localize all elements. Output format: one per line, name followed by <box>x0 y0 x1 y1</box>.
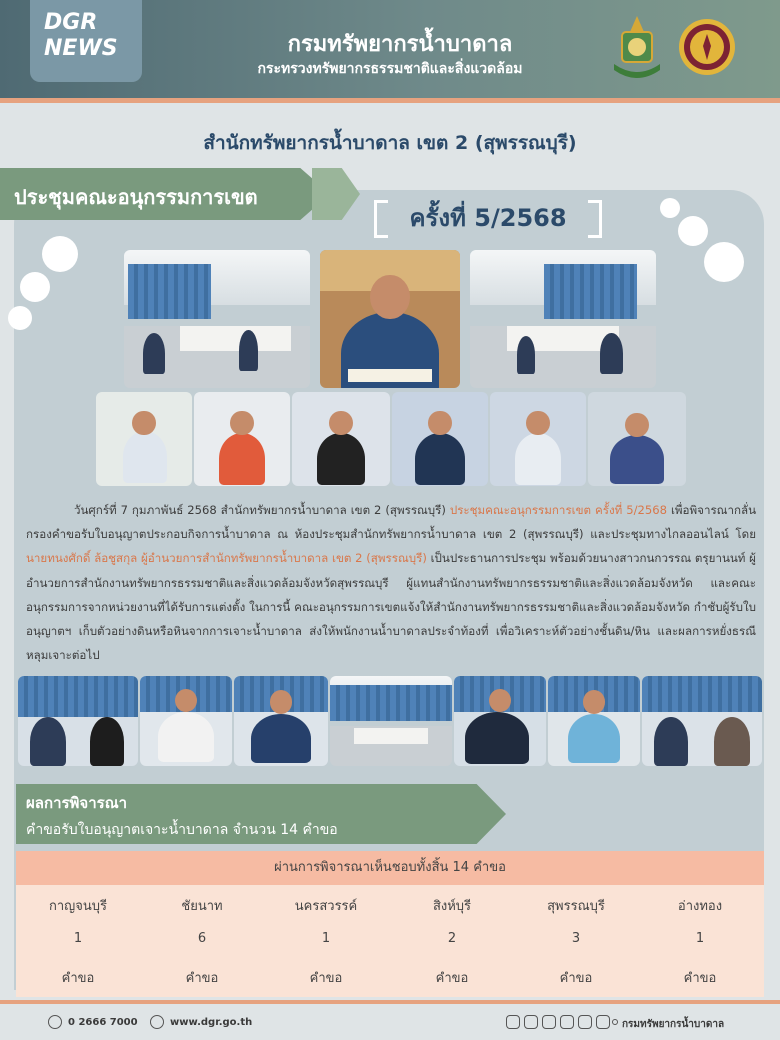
dgr-news-badge <box>30 0 142 82</box>
table-col-province: นครสวรรค์ <box>294 899 358 914</box>
article-highlight-2: นายทนงศักดิ์ ล้อชูสกุล ผู้อำนวยการสำนักทรัพยากรน้ำบาดาล เขต 2 (สุพรรณบุรี) <box>26 551 427 566</box>
meeting-photo <box>642 676 762 766</box>
online-participant-photo <box>292 392 390 486</box>
table-col-province: สุพรรณบุรี <box>547 899 605 914</box>
article-text-1: วันศุกร์ที่ 7 กุมภาพันธ์ 2568 สำนักทรัพยากรน้ำบาดาล เขต 2 (สุพรรณบุรี) <box>74 503 450 517</box>
footer-org: กรมทรัพยากรน้ำบาดาล <box>622 1019 725 1030</box>
deco-bubble <box>678 216 708 246</box>
meeting-photo <box>18 676 138 766</box>
dgr-logo-icon <box>608 14 666 84</box>
article-text-3: เป็นประธานการประชุม พร้อมด้วยนางสาวกนกวรรณ ตรุยานนท์ ผู้อำนวยการสำนักงานทรัพยากรธรรมชาติและสิ่งแวดล้อมจังหวัดสุพรรณบุรี ผู้แทนสำนักงานทรัพยากรธรรมชาติและสิ่งแวดล้อมจังหวัด และคณะอนุกรรมการจากหน่วยงานที่ได้รับการแต่งตั้ง ในการนี้ คณะอนุกรรมการเขตแจ้งให้สำนักงานทรัพยากรธรรมชาติและสิ่งแวดล้อมจังหวัด กำชับผู้รับใบอนุญาตฯ เก็บตัวอย่างดินหรือหินจากการเจาะน้ำบาดาล ส่งให้พนักงานน้ำบาดาลประจำท้องที่ เพื่อวิเคราะห์ตัวอย่างชั้นดิน/หิน และผลการหยั่งธรณีหลุมเจาะต่อไป <box>26 551 756 663</box>
office-title: สำนักทรัพยากรน้ำบาดาล เขต 2 (สุพรรณบุรี) <box>203 132 577 154</box>
table-col-province: กาญจนบุรี <box>49 899 107 914</box>
table-cell-unit: คำขอ <box>309 971 343 986</box>
chairman-photo <box>320 250 460 388</box>
table-col-province: สิงห์บุรี <box>432 899 472 914</box>
table-header: ผ่านการพิจารณาเห็นชอบทั้งสิ้น 14 คำขอ <box>16 851 764 885</box>
meeting-photo <box>330 676 452 766</box>
line-icon[interactable] <box>560 1015 574 1029</box>
article-text-2: เพื่อพิจารณากลั่นกรองคำขอรับใบอนุญาตประกอบกิจการน้ำบาดาล ณ ห้องประชุมสำนักทรัพยากรน้ำบาดาล เขต 2 (สุพรรณบุรี) และประชุมทางไกลออนไลน์ โดย <box>26 503 756 542</box>
table-cell-count: 6 <box>197 931 207 946</box>
table-cell-count: 1 <box>321 931 331 946</box>
tiktok-icon[interactable] <box>596 1015 610 1029</box>
table-cell-unit: คำขอ <box>185 971 219 986</box>
online-participant-photo <box>392 392 488 486</box>
meeting-number: ครั้งที่ 5/2568 <box>409 204 567 232</box>
badge-line-1: DGR <box>44 10 98 35</box>
meeting-photo <box>454 676 546 766</box>
youtube-icon[interactable] <box>542 1015 556 1029</box>
facebook-icon[interactable] <box>506 1015 520 1029</box>
table-col-province: ชัยนาท <box>181 899 223 914</box>
deco-bubble <box>8 306 32 330</box>
footer-divider <box>0 1000 780 1004</box>
banner-title: ประชุมคณะอนุกรรมการเขต <box>14 185 258 209</box>
x-icon[interactable] <box>578 1015 592 1029</box>
deco-bubble <box>20 272 50 302</box>
online-participant-photo <box>96 392 192 486</box>
instagram-icon[interactable] <box>524 1015 538 1029</box>
result-title: ผลการพิจารณา <box>26 794 128 812</box>
table-cell-unit: คำขอ <box>435 971 469 986</box>
meeting-photo <box>234 676 328 766</box>
badge-line-2: NEWS <box>44 36 118 61</box>
online-participant-photo <box>588 392 686 486</box>
online-participant-photo <box>490 392 586 486</box>
phone-icon <box>48 1015 62 1029</box>
header-divider <box>0 98 780 103</box>
deco-bubble <box>660 198 680 218</box>
online-participant-photo <box>194 392 290 486</box>
table-cell-count: 1 <box>695 931 705 946</box>
header-title: กรมทรัพยากรน้ำบาดาล <box>287 32 513 57</box>
footer-website[interactable]: www.dgr.go.th <box>170 1017 253 1028</box>
globe-icon <box>150 1015 164 1029</box>
meeting-photo <box>140 676 232 766</box>
meeting-photo <box>470 250 656 388</box>
table-col-province: อ่างทอง <box>677 899 723 914</box>
table-cell-count: 1 <box>73 931 83 946</box>
result-table <box>16 851 764 997</box>
article-highlight-1: ประชุมคณะอนุกรรมการเขต ครั้งที่ 5/2568 <box>449 503 668 517</box>
meeting-photo <box>124 250 310 388</box>
table-cell-unit: คำขอ <box>683 971 717 986</box>
meeting-photo <box>548 676 640 766</box>
footer-phone: 0 2666 7000 <box>68 1017 138 1028</box>
result-subtitle: คำขอรับใบอนุญาตเจาะน้ำบาดาล จำนวน 14 คำขอ <box>26 822 338 838</box>
table-cell-unit: คำขอ <box>559 971 593 986</box>
deco-bubble <box>704 242 744 282</box>
dot-icon <box>612 1019 618 1025</box>
table-cell-count: 3 <box>571 931 581 946</box>
ministry-seal-icon <box>678 18 736 76</box>
table-cell-unit: คำขอ <box>61 971 95 986</box>
header-subtitle: กระทรวงทรัพยากรธรรมชาติและสิ่งแวดล้อม <box>257 61 523 77</box>
table-cell-count: 2 <box>447 931 457 946</box>
article-body <box>26 498 756 667</box>
deco-bubble <box>42 236 78 272</box>
